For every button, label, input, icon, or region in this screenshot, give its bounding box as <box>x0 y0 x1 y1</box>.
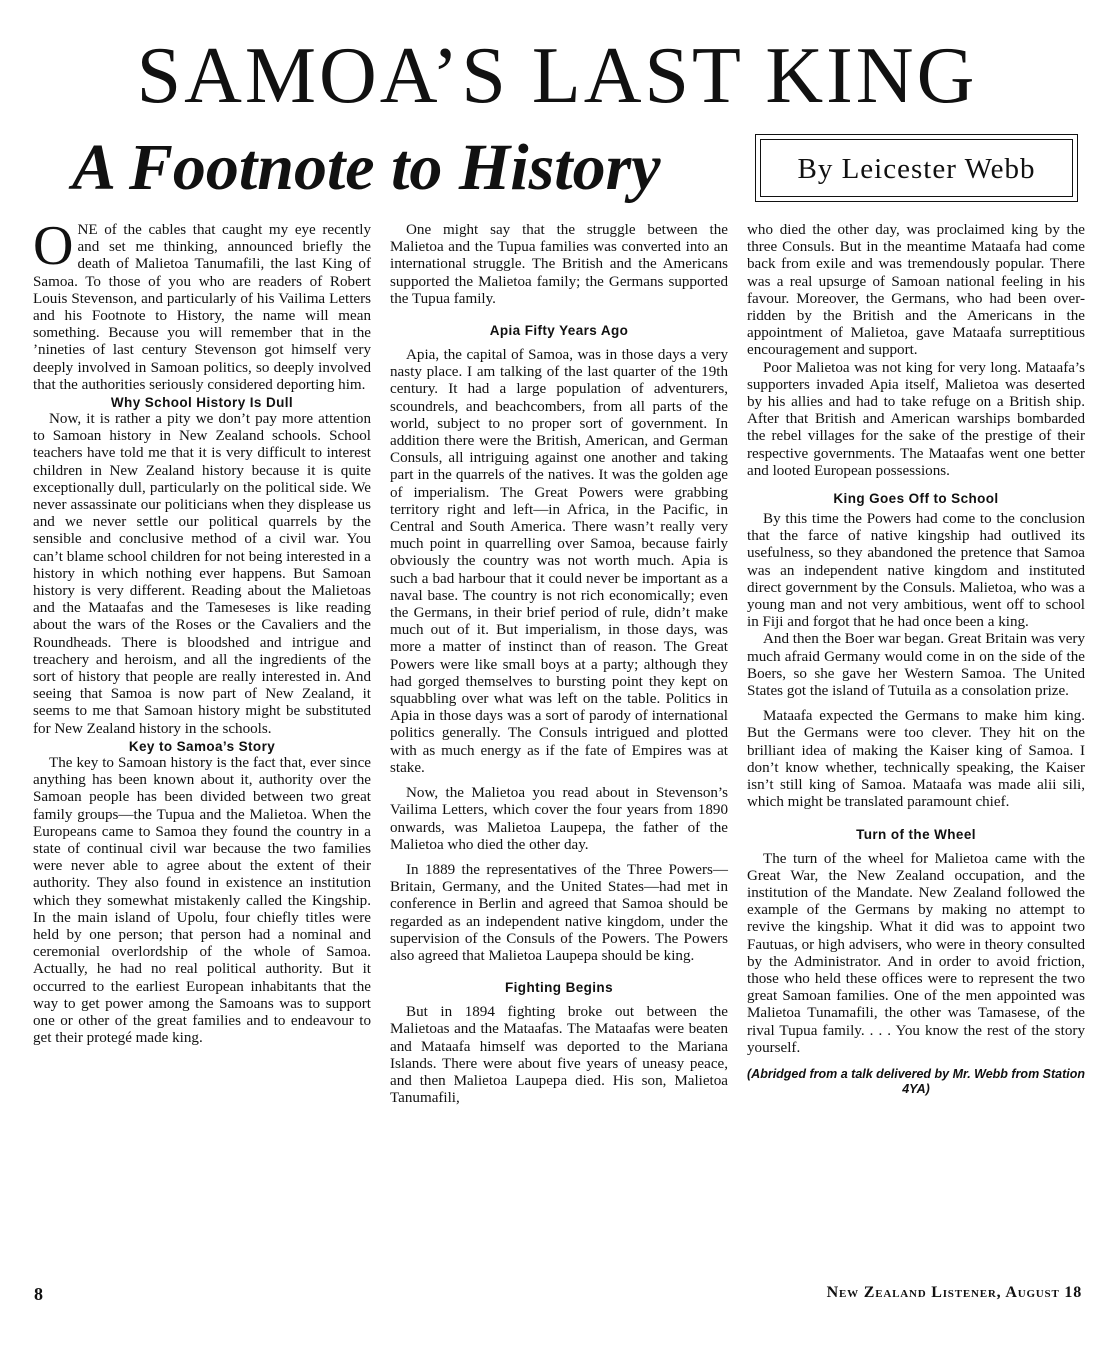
section-heading: Fighting Begins <box>505 980 613 996</box>
byline-box <box>755 134 1078 202</box>
section-heading: King Goes Off to School <box>833 491 999 507</box>
article-subtitle: A Footnote to History <box>72 131 661 204</box>
byline: By Leicester Webb <box>797 153 1036 185</box>
section-heading: Turn of the Wheel <box>856 826 976 842</box>
publication-footer: New Zealand Listener, August 18 <box>826 1284 1082 1301</box>
paragraph: By this time the Powers had come to the conclusion that the farce of native kingship had outlived its usefulness, so they abandoned the pretence that Samoa was an independent native kingdom and instituted direct government by the Consuls. Malietoa, who was a young man and not very ambitious, went off to school in Fiji and forgot that he had once been a king. <box>747 511 1085 631</box>
paragraph: In 1889 the representatives of the Three Powers—Britain, Germany, and the United States—had met in conference in Berlin and agreed that Samoa should be regarded as an independent native kingdom, under the supervision of the Consuls of the Powers. The Powers also agreed that Malietoa Laupepa should be king. <box>390 861 728 964</box>
source-credit: (Abridged from a talk delivered by Mr. Webb from Station 4YA) <box>747 1066 1086 1096</box>
paragraph: And then the Boer war began. Great Britain was very much afraid Germany would come in on the side of the Boers, so she gave her Western Samoa. The United States got the island of Tutuila as a consolation prize. <box>747 631 1085 700</box>
paragraph: One might say that the struggle between the Malietoa and the Tupua families was converted into an international struggle. The British and the Americans supported the Malietoa family; the Germans supported the Tupua family. <box>390 222 728 307</box>
section-heading: Key to Samoa’s Story <box>128 738 276 754</box>
paragraph: Mataafa expected the Germans to make him king. But the Germans were too clever. They hit on the brilliant idea of making the Kaiser king of Samoa. I don’t know whether, technically speaking, the Kaiser isn’t still king of Samoa. Mataafa was made alii sili, which might be translated paramount chief. <box>747 708 1085 811</box>
paragraph: The key to Samoan history is the fact that, ever since anything has been known about it, authority over the Samoan people has been divided between two great family groups—the Tupua and the Malietoa. When the Europeans came to Samoa they found the country in a state of continual civil war because the two families were never able to agree about the extent of their authority. They also found in existence an institution which they somewhat mistakenly called the Kingship. In the main island of Upolu, four chiefly titles were held by one person; that person had a nominal and ceremonial overlordship of the whole of Samoa. Actually, he had no real political authority. But it occurred to the earliest European inhabitants that the way to get power among the Samoans was to support one or other of the great families and to endeavour to get their protegé made king. <box>33 754 371 1047</box>
column-1 <box>33 215 371 1047</box>
paragraph: Poor Malietoa was not king for very long. Mataafa’s supporters invaded Apia itself, Malietoa was deserted by his allies and had to take refuge on a British ship. After that British and American warships bombarded the rebel villages for the sake of the prestige of their respective governments. The Mataafas went one better and looted European possessions. <box>747 359 1085 479</box>
intro-paragraph <box>33 215 371 394</box>
column-3 <box>747 222 1085 1097</box>
drop-cap: O <box>33 215 74 277</box>
column-2 <box>390 222 728 1107</box>
paragraph: The turn of the wheel for Malietoa came with the Great War, the New Zealand occupation, and the institution of the Mandate. New Zealand followed the example of the Germans by making no attempt to revive the kingship. What it did was to appoint two Fautuas, or high advisers, who were in theory consulted by the Administrator. And in order to avoid friction, those who held these offices were to represent the two great Samoan families. One of the men appointed was Malietoa Tunamafili, the other was Tamasese, of the rival Tupua family. . . . You know the rest of the story yourself. <box>747 850 1085 1056</box>
paragraph: Now, it is rather a pity we don’t pay more attention to Samoan history in New Zealand schools. School teachers have told me that it is very difficult to interest children in New Zealand history because it is quite exceptionally dull, particularly on the political side. We never assassinate our politicians when they displease us and we never settle our political quarrels by the sensible and conclusive method of a civil war. You can’t blame school children for not being interested in a history in which nothing ever happens. But Samoan history is very different. Reading about the Malietoas and the Mataafas and the Tameseses is like reading about the wars of the Roses or the Cavaliers and the Roundheads. There is bloodshed and intrigue and treachery and heroism, and all the ingredients of the sort of history that people are really interested in. And seeing that Samoa is now part of New Zealand, it seems to me that Samoan history might be substituted for New Zealand history in the schools. <box>33 411 371 737</box>
paragraph: But in 1894 fighting broke out between the Malietoas and the Mataafas. The Mataafas were beaten and Mataafa himself was deported to the Mariana Islands. There were about five years of uneasy peace, and then Malietoa Laupepa died. His son, Malietoa Tanumafili, <box>390 1004 728 1107</box>
paragraph: who died the other day, was proclaimed king by the three Consuls. But in the meantime Mataafa had come back from exile and was tremendously popular. There was a real upsurge of Samoan national feeling in his favour. Moreover, the Germans, who had been over-ridden by the British and the Americans in the appointment of Malietoa, gave Mataafa surreptitious encouragement and support. <box>747 222 1085 359</box>
page-number: 8 <box>34 1284 43 1304</box>
intro-text: NE of the cables that caught my eye recently and set me thinking, announced briefly the death of Malietoa Tanumafili, the last King of Samoa. To those of you who are readers of Robert Louis Stevenson, and particularly of his Vailima Letters and his Footnote to History, the name will mean something. Because you will remember that in the ’nineties of last century Stevenson got himself very deeply involved in Samoan politics, so deeply involved that the authorities seriously considered deporting him. <box>33 222 371 393</box>
paragraph: Now, the Malietoa you read about in Stevenson’s Vailima Letters, which cover the four years from 1890 onwards, was Malietoa Laupepa, the father of the Malietoa who died the other day. <box>390 785 728 853</box>
section-heading: Apia Fifty Years Ago <box>489 323 629 339</box>
article-title: SAMOA’S LAST KING <box>136 32 978 120</box>
section-heading: Why School History Is Dull <box>110 395 294 411</box>
paragraph: Apia, the capital of Samoa, was in those days a very nasty place. I am talking of the last quarter of the 19th century. It had a large population of adventurers, scoundrels, and beachcombers, from all parts of the world, subject to no proper sort of government. In addition there were the British, American, and German Consuls, all intriguing against one another and taking part in the quarrels of the natives. It was the golden age of imperialism. The Great Powers were grabbing territory right and left—in Africa, in the Pacific, in Central and South America. There wasn’t really very much point in quarrelling over Samoa, because fairly obviously the country was not worth much. Apia is such a bad harbour that it could never be important as a naval base. The country is not rich economically; even the Germans, in their brief period of rule, didn’t make much out of it. But imperialism, in those days, was more a matter of instinct than of reason. The Great Powers were like small boys at a party; although they had gorged themselves to bursting point they kept on squabbling over what was left on the table. Politics in Apia in those days was a sort of parody of international politics generally. The Consuls intrigued and plotted with as much energy as if the fate of Empires was at stake. <box>390 347 728 776</box>
